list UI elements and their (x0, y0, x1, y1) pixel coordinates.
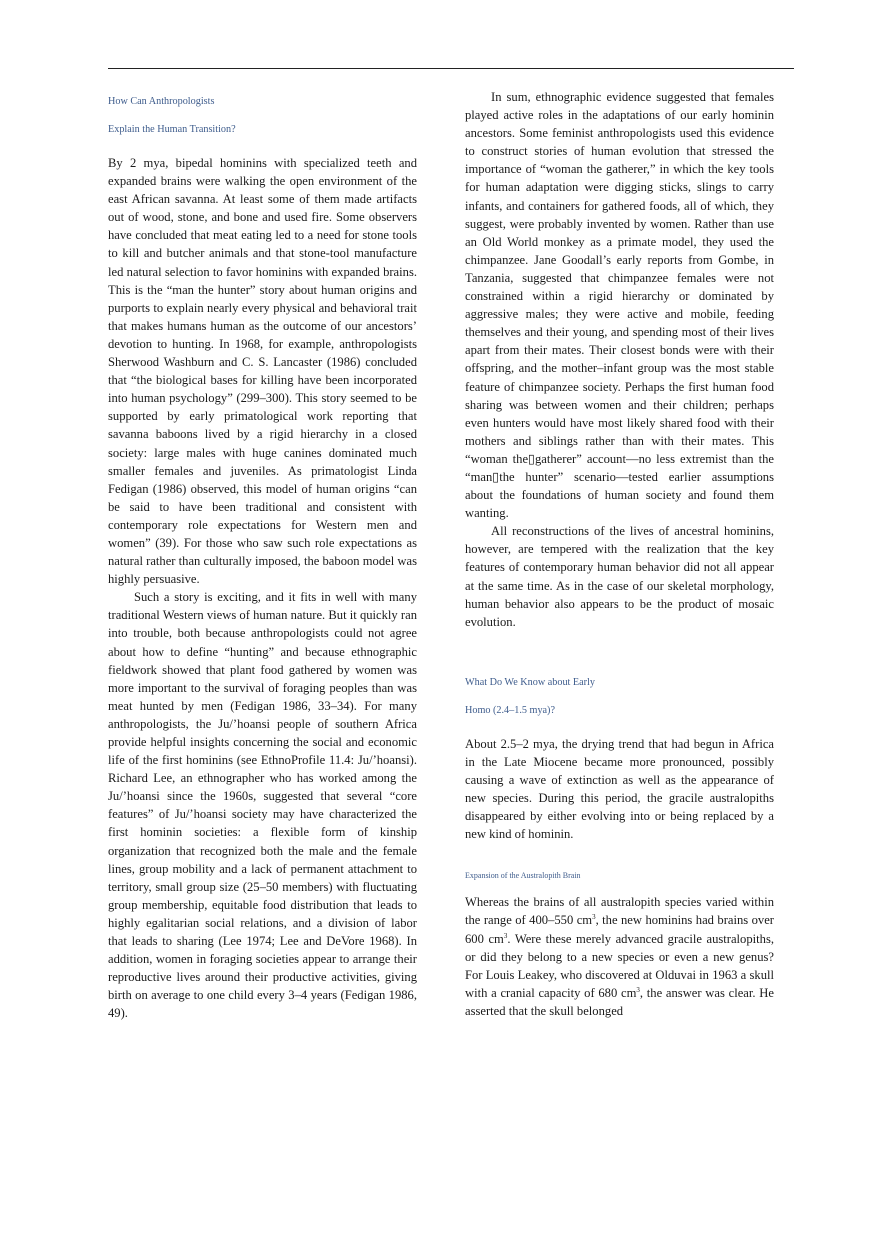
text-run: , the answer was clear. He asserted that the skull belonged (465, 985, 774, 1018)
section-heading-early-homo (465, 669, 774, 725)
superscript: 3 (636, 985, 640, 994)
top-rule (108, 68, 794, 69)
text-run: . Were these merely advanced gracile australopiths, or did they belong to a new species or even a new genus? For Louis Leakey, who discovered at Olduvai in 1963 a skull with a cranial capacity of 680 cm (465, 931, 774, 1000)
body-paragraph: Such a story is exciting, and it fits in well with many traditional Western views of human nature. But it quickly ran into trouble, both because anthropologists could not agree about how to define “hunting” and because ethnographic fieldwork showed that plant food gathered by women was more important to the survival of foraging peoples than was meat hunted by men (Fedigan 1986, 33–34). For many anthropologists, the Ju/’hoansi people of southern Africa provide helpful insights concerning the social and economic life of the first hominins (see EthnoProfile 11.4: Ju/’hoansi). Richard Lee, an ethnographer who has worked among the Ju/’hoansi since the 1960s, suggested that several “core features” of Ju/’hoansi society may have characterized the first hominin societies: a flexible form of kinship organization that recognized both the male and the female lines, group mobility and a lack of permanent attachment to territory, small group size (25–50 members) with fluctuating group membership, equitable food distribution that leads to highly egalitarian social relations, and a division of labor that leads to sharing (Lee 1974; Lee and DeVore 1968). In addition, women in foraging societies appear to arrange their reproductive lives around their productive activities, giving birth on average to one child every 3–4 years (Fedigan 1986, 49). (108, 590, 417, 1021)
left-column (108, 88, 417, 1023)
section-heading-human-transition (108, 88, 417, 144)
heading-line: Explain the Human Transition? (108, 124, 236, 135)
subsection-heading-brain-expansion: Expansion of the Australopith Brain (465, 871, 581, 881)
body-paragraph-brain (465, 893, 774, 1020)
text-run: , the new hominins had brains over 600 cm (465, 913, 774, 946)
text-run: Whereas the brains of all australopith species varied within the range of 400–550 cm (465, 895, 774, 928)
body-paragraph: All reconstructions of the lives of ancestral hominins, however, are tempered with the realization that the key features of contemporary human behavior did not all appear at the same time. As in the case of our skeletal morphology, human behavior also appears to be the product of mosaic evolution. (465, 524, 774, 629)
heading-line: How Can Anthropologists (108, 96, 215, 107)
body-paragraph: By 2 mya, bipedal hominins with specialized teeth and expanded brains were walking the open environment of the east African savanna. At least some of them made artifacts out of wood, stone, and bone and used fire. Some observers have concluded that meat eating led to a need for stone tools to kill and butcher animals and that stone-tool manufacture led natural selection to favor hominins with expanded brains. This is the “man the hunter” story about human origins and purports to explain nearly every physical and behavioral trait that makes humans human as the outcome of our ancestors’ devotion to hunting. In 1968, for example, anthropologists Sherwood Washburn and C. S. Lancaster (1986) concluded that “the biological bases for killing have been incorporated into human psychology” (299–300). This story seemed to be supported by early primatological work reporting that savanna baboons lived by a rigid hierarchy in a closed society: large males with huge canines dominated much smaller females and juveniles. As primatologist Linda Fedigan (1986) observed, this model of human origins “can be said to have been traditional and consistent with contemporary role expectations for Western men and women” (39). For those who saw such role expectations as natural rather than culturally imposed, the baboon model was highly persuasive. (108, 156, 417, 587)
superscript: 3 (503, 931, 508, 940)
heading-line: What Do We Know about Early (465, 676, 595, 688)
body-paragraph: In sum, ethnographic evidence suggested that females played active roles in the adaptations of our early hominin ancestors. Some feminist anthropologists used this evidence to construct stories of human evolution that stressed the importance of “woman the gatherer,” in which the key tools for human adaptation were digging sticks, slings to carry infants, and containers for gathered foods, all of which, they suggest, were probably invented by women. Rather than use an Old World monkey as a primate model, they used the chimpanzee. Jane Goodall’s early reports from Gombe, in Tanzania, suggested that chimpanzee females were not constrained within a rigid hierarchy or dominated by aggressive males; they were active and mobile, feeding themselves and their young, and spending most of their lives apart from their mates. Their closest bonds were with their offspring, and the mother–infant group was the most stable feature of chimpanzee society. Perhaps the first human food sharing was between women and their children; perhaps even hunters would have most likely shared food with their mothers and siblings rather than with their mates. This “woman the▯gatherer” account—no less extremist than the “man▯the hunter” scenario—tested earlier assumptions about the foundations of human society and found them wanting. (465, 90, 774, 521)
body-paragraph: About 2.5–2 mya, the drying trend that had begun in Africa in the Late Miocene became more pronounced, possibly causing a wave of extinction as well as the appearance of new species. During this period, the gracile australopiths disappeared by either evolving into or being replaced by a new kind of hominin. (465, 736, 774, 842)
superscript: 3 (592, 913, 596, 922)
heading-line: Homo (2.4–1.5 mya)? (465, 704, 555, 716)
right-column (465, 88, 774, 1020)
